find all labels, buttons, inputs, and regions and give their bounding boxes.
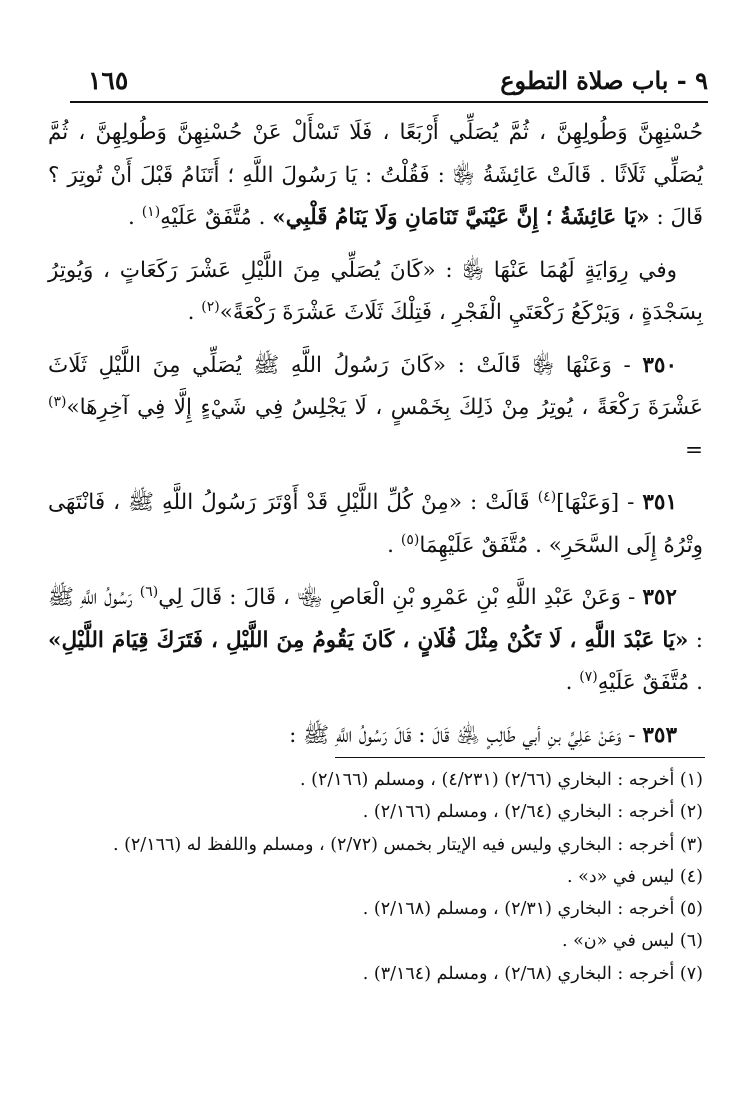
- footnote-3: (٣) أخرجه : البخاري وليس فيه الإيتار بخمس (٢/٧٢) ، ومسلم واللفظ له (٢/١٦٦) .: [112, 834, 703, 855]
- text-run: - وَعَنْ عَبْدِ اللَّهِ بْنِ عَمْرِو بْنِ الْعَاصِ ﵄ ، قَالَ : قَالَ لِي: [158, 585, 643, 610]
- prophetic-quote: «يَا عَائِشَةُ ؛ إِنَّ عَيْنَيَّ تَنَامَانِ وَلَا يَنَامُ قَلْبِي»: [272, 205, 650, 230]
- main-text: [48, 112, 703, 767]
- header-divider: [70, 101, 708, 103]
- hadith-350: [48, 345, 703, 473]
- text-run: وفي رِوَايَةٍ لَهُمَا عَنْهَا ﵂ : «كَانَ يُصَلِّي مِنَ اللَّيْلِ عَشْرَ رَكَعَاتٍ ، وَيُوتِرُ بِسَجْدَةٍ ، وَيَرْكَعُ رَكْعَتَيِ الْفَجْرِ ، فَتِلْكَ ثَلَاثَ عَشْرَةَ رَكْعَةً»: [48, 257, 703, 325]
- footnotes: [48, 764, 703, 990]
- text-run: قَالَتْ : «مِنْ كُلِّ اللَّيْلِ قَدْ أَوْتَرَ رَسُولُ اللَّهِ ﷺ ، فَانْتَهَى وِتْرُهُ إِلَى السَّحَرِ» . مُتَّفَقٌ عَلَيْهِمَا: [48, 490, 703, 558]
- paragraph-riwaya: [48, 250, 703, 335]
- footnote-marker: (٢): [201, 298, 220, 315]
- footnote-marker: (٦): [139, 583, 159, 600]
- footnote-divider: [335, 757, 705, 758]
- text-run: .: [565, 670, 580, 695]
- text-run: رَسُولُ اللَّهِ ﷺ :: [48, 585, 704, 653]
- text-run: - [وَعَنْهَا]: [556, 490, 643, 515]
- page-header: [70, 62, 708, 100]
- text-run: .: [187, 300, 202, 325]
- prophetic-quote: «يَا عَبْدَ اللَّهِ ، لَا تَكُنْ مِثْلَ فُلَانٍ ، كَانَ يَقُومُ مِنَ اللَّيْلِ ، فَتَرَكَ قِيَامَ اللَّيْلِ»: [48, 627, 689, 653]
- footnote-2: (٢) أخرجه : البخاري (٢/٦٤) ، ومسلم (٢/١٦٦) .: [362, 802, 703, 823]
- footnote-7: (٧) أخرجه : البخاري (٢/٦٨) ، ومسلم (٣/١٦٤) .: [362, 963, 703, 984]
- text-run: .: [387, 532, 401, 558]
- footnote-1: (١) أخرجه : البخاري (٢/٦٦) (٤/٢٣١) ، ومسلم (٢/١٦٦) .: [300, 770, 703, 790]
- footnote-4: (٤) ليس في «د» .: [567, 866, 703, 887]
- hadith-number: ٣٥١: [642, 490, 677, 515]
- hadith-number: ٣٥٢: [642, 585, 677, 610]
- hadith-353: [48, 715, 703, 758]
- text-run: . مُتَّفَقٌ عَلَيْهِ: [160, 205, 273, 230]
- text-run: - وَعَنْهَا ﵂ قَالَتْ : «كَانَ رَسُولُ اللَّهِ ﷺ يُصَلِّي مِنَ اللَّيْلِ ثَلَاثَ عَشْرَةَ رَكْعَةً ، يُوتِرُ مِنْ ذَلِكَ بِخَمْسٍ ، لَا يَجْلِسُ فِي شَيْءٍ إِلَّا فِي آخِرِهَا»: [48, 352, 703, 420]
- chapter-title: ٩ - باب صلاة التطوع: [500, 66, 708, 95]
- hadith-352: [48, 577, 703, 705]
- footnote-marker: (٧): [579, 668, 598, 685]
- text-run: - وَعَنْ عَلِيِّ بنِ أبي طَالِبٍ ﵁ قَالَ : قَالَ رَسُولُ اللَّهِ ﷺ :: [289, 722, 643, 748]
- footnote-5: (٥) أخرجه : البخاري (٢/٣١) ، ومسلم (٢/١٦٨) .: [362, 899, 703, 920]
- page-number: ١٦٥: [88, 66, 129, 95]
- footnote-marker: (٥): [400, 531, 420, 548]
- text-run: .: [128, 205, 142, 230]
- text-run: =: [684, 437, 703, 463]
- hadith-number: ٣٥٣: [642, 722, 677, 748]
- paragraph-continuation: [48, 112, 703, 240]
- text-run: . مُتَّفَقٌ عَلَيْهِ: [597, 670, 703, 695]
- hadith-number: ٣٥٠: [642, 352, 677, 378]
- footnote-marker: (٤): [537, 488, 557, 505]
- text-run: حُسْنِهِنَّ وَطُولِهِنَّ ، ثُمَّ يُصَلِّي أَرْبَعًا ، فَلَا تَسْأَلْ عَنْ حُسْنِهِنَّ وَطُولِهِنَّ ، ثُمَّ يُصَلِّي ثَلَاثًا . قَالَتْ عَائِشَةُ ﵂ : فَقُلْتُ : يَا رَسُولَ اللَّهِ ؛ أَتَنَامُ قَبْلَ أَنْ تُوتِرَ ؟ قَالَ :: [48, 120, 703, 230]
- footnote-marker: (٣): [48, 393, 67, 410]
- footnote-marker: (١): [141, 203, 161, 220]
- hadith-351: [48, 482, 703, 567]
- footnote-6: (٦) ليس في «ن» .: [561, 931, 703, 952]
